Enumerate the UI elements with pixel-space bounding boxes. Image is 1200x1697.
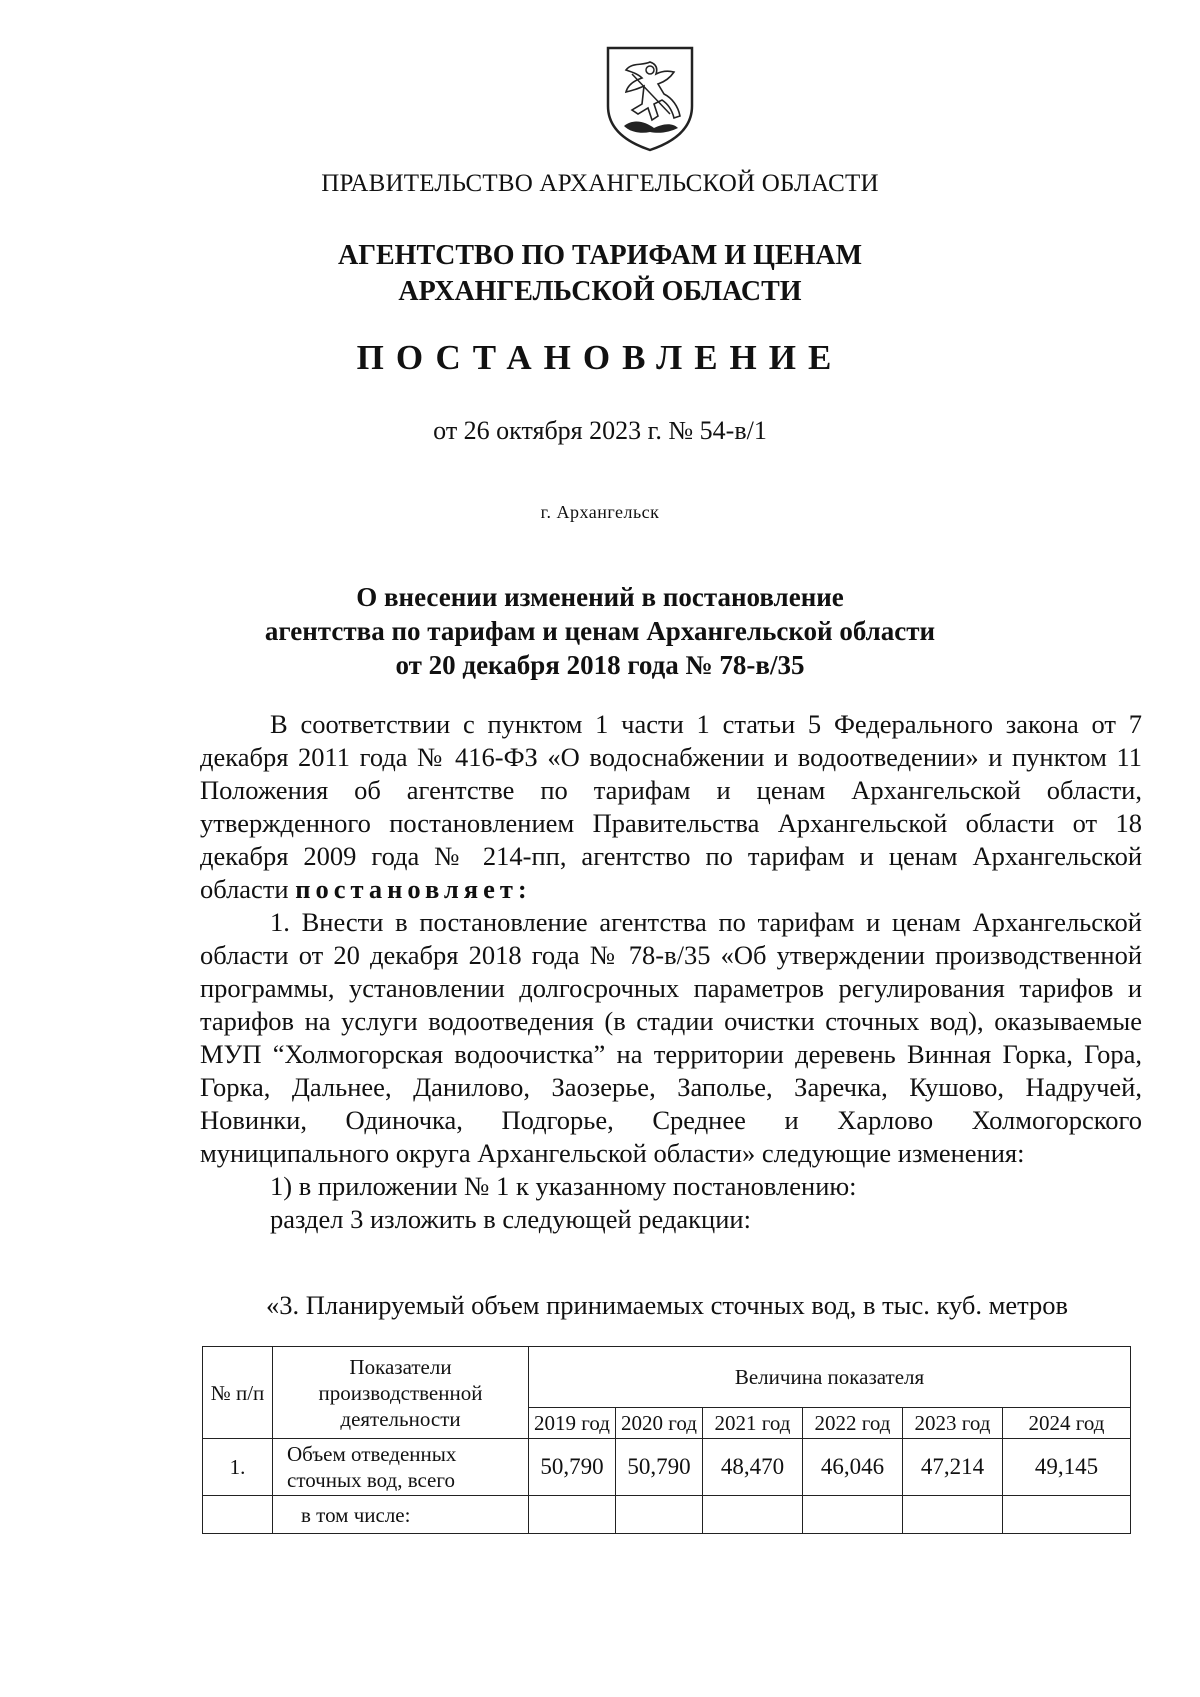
header-year: 2024 год <box>1003 1408 1131 1439</box>
table-caption: «3. Планируемый объем принимаемых сточных вод, в тыс. куб. метров <box>266 1290 1069 1320</box>
table-row <box>203 1496 1131 1534</box>
row-num: 1. <box>203 1439 273 1496</box>
row-value: 50,790 <box>616 1439 703 1496</box>
document-date-number: от 26 октября 2023 г. № 54-в/1 <box>433 416 767 445</box>
document-subject <box>0 580 1200 682</box>
row-value <box>1003 1496 1131 1534</box>
header-num: № п/п <box>203 1347 273 1439</box>
subitem-2-paragraph: раздел 3 изложить в следующей редакции: <box>270 1204 751 1234</box>
preamble-text: В соответствии с пунктом 1 части 1 статьи 5 Федерального закона от 7 декабря 2011 года № 416-ФЗ «О водоснабжении и водоотведении» и пунктом 11 Положения об агентстве по тарифам и ценам Архангельской области, утвержденного постановлением Правительства Архангельской области от 18 декабря 2009 года № 214-пп, агентство по тарифам и ценам Архангельской области <box>200 709 1142 904</box>
decree-word: постановляет: <box>295 874 532 904</box>
agency-name-line2: АРХАНГЕЛЬСКОЙ ОБЛАСТИ <box>398 276 802 307</box>
row-label: Объем отведенных сточных вод, всего <box>273 1439 529 1496</box>
table-row <box>203 1439 1131 1496</box>
row-label: в том числе: <box>273 1496 529 1534</box>
coat-of-arms-icon <box>602 44 698 154</box>
document-city: г. Архангельск <box>540 502 660 522</box>
header-year: 2021 год <box>703 1408 803 1439</box>
subject-line2: агентства по тарифам и ценам Архангельской области <box>264 616 936 646</box>
header-year: 2022 год <box>803 1408 903 1439</box>
row-value <box>803 1496 903 1534</box>
row-value: 49,145 <box>1003 1439 1131 1496</box>
row-value <box>529 1496 616 1534</box>
government-name: ПРАВИТЕЛЬСТВО АРХАНГЕЛЬСКОЙ ОБЛАСТИ <box>321 170 879 197</box>
subject-line1: О внесении изменений в постановление <box>356 582 844 612</box>
header-value-group: Величина показателя <box>529 1347 1131 1408</box>
row-value <box>703 1496 803 1534</box>
header-year: 2020 год <box>616 1408 703 1439</box>
subitem-1-paragraph: 1) в приложении № 1 к указанному постановлению: <box>270 1171 857 1201</box>
agency-name-line1: АГЕНТСТВО ПО ТАРИФАМ И ЦЕНАМ <box>337 240 863 271</box>
header-year: 2023 год <box>903 1408 1003 1439</box>
item-1-paragraph: 1. Внести в постановление агентства по тарифам и ценам Архангельской области от 20 декабря 2018 года № 78-в/35 «Об утверждении производственной программы, установлении долгосрочных параметров регулирования тарифов и тарифов на услуги водоотведения (в стадии очистки сточных вод), оказываемые МУП “Холмогорская водоочистка” на территории деревень Винная Горка, Гора, Горка, Дальнее, Данилово, Заозерье, Заполье, Заречка, Кушово, Надручей, Новинки, Одиночка, Подгорье, Среднее и Харлово Холмогорского муниципального округа Архангельской области» следующие изменения: <box>200 907 1142 1168</box>
table-header-row <box>203 1347 1131 1408</box>
row-value: 47,214 <box>903 1439 1003 1496</box>
subject-line3: от 20 декабря 2018 года № 78-в/35 <box>395 650 805 680</box>
volume-table <box>202 1346 1131 1534</box>
row-value: 50,790 <box>529 1439 616 1496</box>
row-value: 46,046 <box>803 1439 903 1496</box>
agency-name <box>0 238 1200 310</box>
row-value: 48,470 <box>703 1439 803 1496</box>
document-body <box>200 708 1142 1236</box>
header-year: 2019 год <box>529 1408 616 1439</box>
header-indicator: Показатели производственной деятельности <box>273 1347 529 1439</box>
row-value <box>903 1496 1003 1534</box>
preamble-paragraph <box>200 708 1142 906</box>
document-type: ПОСТАНОВЛЕНИЕ <box>356 338 844 377</box>
row-num <box>203 1496 273 1534</box>
row-value <box>616 1496 703 1534</box>
